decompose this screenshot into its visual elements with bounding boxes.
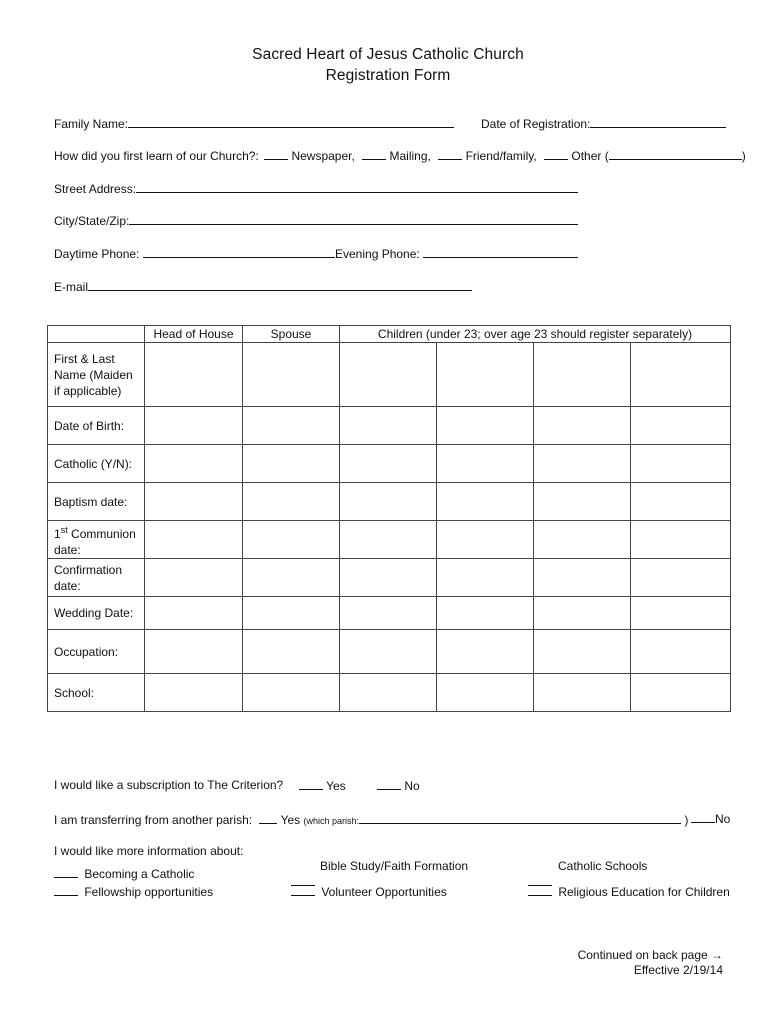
table-cell[interactable]	[631, 630, 731, 674]
table-cell[interactable]	[243, 407, 340, 445]
table-cell[interactable]	[243, 521, 340, 559]
table-corner-cell	[48, 326, 145, 343]
table-row	[48, 521, 731, 559]
subscription-yes-blank[interactable]	[299, 778, 323, 790]
table-row	[48, 483, 731, 521]
email-row	[54, 278, 472, 294]
email-label: E-mail	[54, 280, 89, 294]
evening-phone-label: Evening Phone:	[335, 247, 420, 261]
religious-ed-option	[528, 884, 730, 899]
which-parish-label: (which parish:	[303, 816, 360, 826]
evening-phone-field[interactable]	[423, 245, 578, 258]
how-learn-label: How did you first learn of our Church?:	[54, 149, 259, 163]
table-cell[interactable]	[145, 483, 243, 521]
registration-date-field[interactable]	[590, 115, 726, 128]
table-cell[interactable]	[437, 445, 534, 483]
how-learn-row	[54, 147, 746, 163]
table-cell[interactable]	[534, 445, 631, 483]
table-cell[interactable]	[631, 674, 731, 712]
subscription-yes-row	[299, 778, 346, 793]
mailing-blank[interactable]	[362, 148, 386, 160]
table-row	[48, 343, 731, 407]
row-label-communion: 1st Communion date:	[48, 521, 145, 559]
effective-date: Effective 2/19/14	[633, 963, 723, 977]
table-row	[48, 407, 731, 445]
table-cell[interactable]	[340, 630, 437, 674]
city-state-zip-field[interactable]	[129, 212, 578, 225]
row-label-wedding: Wedding Date:	[48, 597, 145, 630]
row-label-name: First & Last Name (Maiden if applicable)	[48, 343, 145, 407]
table-cell[interactable]	[631, 521, 731, 559]
table-cell[interactable]	[145, 674, 243, 712]
table-cell[interactable]	[340, 597, 437, 630]
daytime-phone-field[interactable]	[143, 245, 335, 258]
registration-date-label: Date of Registration:	[481, 117, 591, 131]
becoming-catholic-label: Becoming a Catholic	[84, 867, 195, 881]
city-state-zip-row	[54, 212, 578, 228]
table-cell[interactable]	[437, 343, 534, 407]
table-cell[interactable]	[145, 407, 243, 445]
subscription-question: I would like a subscription to The Criterion?	[54, 778, 284, 792]
table-cell[interactable]	[437, 407, 534, 445]
table-cell[interactable]	[437, 521, 534, 559]
transfer-row	[54, 811, 688, 827]
table-cell[interactable]	[340, 559, 437, 597]
table-header-row	[48, 326, 731, 343]
table-cell[interactable]	[340, 343, 437, 407]
family-name-field[interactable]	[128, 115, 454, 128]
table-cell[interactable]	[631, 597, 731, 630]
transfer-yes-label: Yes	[280, 813, 301, 827]
which-parish-close: )	[684, 813, 689, 827]
family-members-table	[47, 325, 731, 712]
volunteer-label: Volunteer Opportunities	[321, 885, 447, 899]
evening-phone-row	[335, 245, 578, 261]
continued-note: Continued on back page →	[577, 948, 723, 962]
table-row	[48, 559, 731, 597]
table-cell[interactable]	[631, 343, 731, 407]
table-cell[interactable]	[437, 483, 534, 521]
table-cell[interactable]	[243, 559, 340, 597]
transfer-no-blank[interactable]	[691, 811, 715, 823]
table-cell[interactable]	[243, 483, 340, 521]
table-cell[interactable]	[145, 559, 243, 597]
table-cell[interactable]	[534, 630, 631, 674]
table-cell[interactable]	[437, 674, 534, 712]
email-field[interactable]	[88, 278, 472, 291]
table-cell[interactable]	[145, 343, 243, 407]
table-cell[interactable]	[631, 483, 731, 521]
column-spouse: Spouse	[243, 326, 340, 343]
table-cell[interactable]	[631, 559, 731, 597]
religious-ed-label: Religious Education for Children	[558, 885, 730, 899]
daytime-phone-label: Daytime Phone:	[54, 247, 140, 261]
newspaper-label: Newspaper,	[291, 149, 355, 163]
street-address-row	[54, 180, 578, 196]
column-head-of-house: Head of House	[145, 326, 243, 343]
subscription-no-row	[377, 778, 420, 793]
table-cell[interactable]	[243, 597, 340, 630]
table-cell[interactable]	[243, 630, 340, 674]
table-cell[interactable]	[534, 343, 631, 407]
city-state-zip-label: City/State/Zip:	[54, 214, 130, 228]
religious-ed-blank[interactable]	[528, 884, 552, 896]
other-close: )	[741, 149, 746, 163]
daytime-phone-row	[54, 245, 335, 261]
registration-date-row	[481, 115, 726, 131]
transfer-no-row	[691, 811, 730, 826]
which-parish-field[interactable]	[359, 811, 681, 824]
table-cell[interactable]	[534, 483, 631, 521]
family-name-label: Family Name:	[54, 117, 129, 131]
transfer-yes-blank[interactable]	[259, 812, 277, 824]
subscription-no-blank[interactable]	[377, 778, 401, 790]
info-heading: I would like more information about:	[54, 844, 244, 858]
table-cell[interactable]	[631, 407, 731, 445]
table-cell[interactable]	[437, 597, 534, 630]
table-row	[48, 674, 731, 712]
table-cell[interactable]	[631, 445, 731, 483]
newspaper-blank[interactable]	[264, 148, 288, 160]
table-cell[interactable]	[145, 445, 243, 483]
other-blank[interactable]	[544, 148, 568, 160]
table-cell[interactable]	[243, 343, 340, 407]
table-cell[interactable]	[534, 559, 631, 597]
row-label-occupation: Occupation:	[48, 630, 145, 674]
table-cell[interactable]	[437, 559, 534, 597]
transfer-no-label: No	[715, 812, 731, 826]
table-cell[interactable]	[340, 407, 437, 445]
table-row	[48, 630, 731, 674]
friend-family-label: Friend/family,	[465, 149, 537, 163]
other-label: Other (	[571, 149, 609, 163]
table-cell[interactable]	[534, 597, 631, 630]
table-cell[interactable]	[243, 674, 340, 712]
street-address-label: Street Address:	[54, 182, 137, 196]
table-cell[interactable]	[437, 630, 534, 674]
fellowship-option	[54, 884, 213, 899]
table-cell[interactable]	[340, 445, 437, 483]
fellowship-label: Fellowship opportunities	[84, 885, 214, 899]
becoming-catholic-option	[54, 866, 194, 881]
table-cell[interactable]	[340, 483, 437, 521]
friend-family-blank[interactable]	[438, 148, 462, 160]
table-cell[interactable]	[534, 674, 631, 712]
volunteer-option	[291, 884, 447, 899]
column-children: Children (under 23; over age 23 should register separately)	[340, 326, 731, 343]
row-label-school: School:	[48, 674, 145, 712]
table-cell[interactable]	[340, 521, 437, 559]
row-label-catholic: Catholic (Y/N):	[48, 445, 145, 483]
family-name-row	[54, 115, 454, 131]
catholic-schools-label: Catholic Schools	[558, 859, 648, 873]
table-cell[interactable]	[243, 445, 340, 483]
table-cell[interactable]	[340, 674, 437, 712]
becoming-catholic-blank[interactable]	[54, 866, 78, 878]
form-title: Registration Form	[325, 67, 451, 84]
table-cell[interactable]	[534, 521, 631, 559]
other-field[interactable]	[609, 147, 742, 160]
table-row	[48, 445, 731, 483]
table-cell[interactable]	[534, 407, 631, 445]
subscription-no-label: No	[404, 779, 420, 793]
fellowship-blank[interactable]	[54, 884, 78, 896]
table-row	[48, 597, 731, 630]
bible-study-label: Bible Study/Faith Formation	[320, 859, 469, 873]
row-label-baptism: Baptism date:	[48, 483, 145, 521]
row-label-confirmation: Confirmation date:	[48, 559, 145, 597]
table-cell[interactable]	[145, 630, 243, 674]
subscription-yes-label: Yes	[326, 779, 346, 793]
mailing-label: Mailing,	[389, 149, 431, 163]
volunteer-blank[interactable]	[291, 884, 315, 896]
transfer-question: I am transferring from another parish:	[54, 813, 253, 827]
table-cell[interactable]	[145, 597, 243, 630]
church-name: Sacred Heart of Jesus Catholic Church	[252, 46, 524, 63]
row-label-dob: Date of Birth:	[48, 407, 145, 445]
street-address-field[interactable]	[136, 180, 578, 193]
table-cell[interactable]	[145, 521, 243, 559]
